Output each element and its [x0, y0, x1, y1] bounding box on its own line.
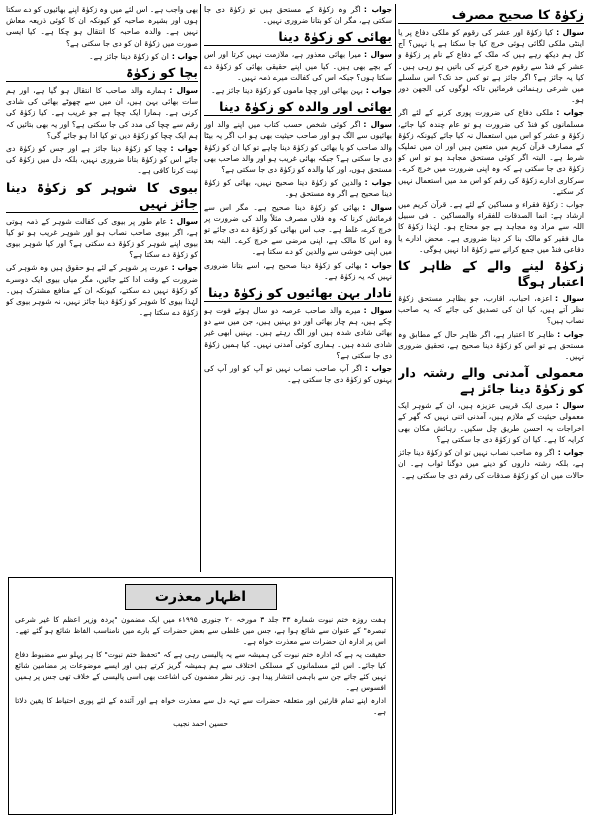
column-left — [6, 4, 198, 574]
answer-text: چچا کو زکوٰۃ دینا جائز ہے اور جس کو زکوٰۃ دی جائے اس کو زکوٰۃ بتانا ضروری نہیں، بلکہ دل میں زکوٰۃ کی نیت کرنا کافی ہے۔ — [6, 144, 198, 176]
apology-notice-box — [8, 577, 393, 815]
answer-0 — [6, 51, 198, 62]
question-label: سوال : — [364, 50, 392, 60]
answer-1 — [398, 107, 584, 197]
question-label: سوال : — [554, 294, 584, 304]
question-text: اعزہ، احباب، اقارب، جو بظاہر مستحق زکوٰۃ نظر آتے ہیں، کیا ان کی تصدیق کی جائے کہ یہ صاحب نصاب ہیں؟ — [398, 294, 584, 326]
answer-2 — [6, 262, 198, 318]
apology-paragraph: حقیقت یہ ہے کہ ادارہ ختم نبوت کی ہمیشہ سے یہ پالیسی رہی ہے کہ "تحفظ ختم نبوت" کا ہر پہلو سے مضبوط دفاع کیا جائے۔ اس لئے مسلمانوں کے مسلکی اختلاف سے ہم ہمیشہ گریز کرتے ہیں اور ایسے موضوعات پر مضامین شائع نہیں کئے جاتے جن سے باہمی انتشار پیدا ہو۔ زیر نظر مضمون کی اشاعت بھی اسی پالیسی کے خلاف تھی جس پر ہمیں افسوس ہے۔ — [15, 650, 386, 692]
column-divider — [200, 4, 201, 572]
question-3 — [398, 400, 584, 445]
apology-body — [15, 614, 386, 717]
answer-1 — [6, 143, 198, 177]
question-text: ہمارے والد صاحب کا انتقال ہو گیا ہے، اور ہم سات بھائی بہن ہیں، ان میں سے چھوٹے بھائی کی شادی کرنی ہے۔ ہمارا ایک چچا ہے جو غریب ہے۔ کیا زکوٰۃ کی رقم سے چچا کی مدد کی جا سکتی ہے؟ اور یہ بھی بتائیں کہ ہم ایک چچا کو زکوٰۃ دیں تو کیا ادا ہو جائے گی؟ — [6, 86, 198, 140]
heading-uncle-zakat: بچا کو زکوٰۃ — [6, 65, 198, 82]
answer-label: جواب : — [170, 144, 198, 154]
question-1 — [204, 49, 392, 83]
answer-text: بہن بھائی اور چچا ماموں کو زکوٰۃ دینا جائز ہے۔ — [211, 86, 363, 96]
apology-paragraph: ہفت روزہ ختم نبوت شمارہ ۳۳ جلد ۳ مورخہ ۲۰ جنوری ۱۹۹۵ء میں ایک مضمون "پردہ وزیر اعظم کا غیر شرعی تبصرہ" کے عنوان سے شائع ہوا ہے، جس میں غلطی سے بعض حضرات کے بارے میں نامناسب الفاظ شائع ہو گئے تھے۔ اس پر ادارہ ان حضرات سے معذرت خواہ ہے۔ — [15, 615, 386, 646]
answer-text: عورت پر شوہر کے لئے ہو حقوق ہیں وہ شوہر کی ضرورت کے وقت ادا کئے جائیں، مگر میاں بیوی ایک دوسرے کو زکوٰۃ نہیں دے سکتے، کیونکہ ان کے منافع مشترک ہیں۔ لہٰذا بیوی کا شوہر کو زکوٰۃ دینا جائز نہیں، نہ شوہر بیوی کو زکوٰۃ دے سکتا ہے۔ — [6, 263, 198, 318]
question-text: اگر کوئی شخص حسب کتاب میں اپنے والد اور بھائیوں سے الگ ہو اور صاحب حیثیت بھی ہو اب اگر یہ بیٹا والد صاحب کو یا بھائی کو زکوٰۃ دینا چاہے تو کیا ان کو زکوٰۃ دی جا سکتی ہے؟ جبکہ بھائی غریب ہو اور والد صاحب بھی مستحق ہوں، اور کیا والدہ کو زکوٰۃ دی جا سکتی ہے؟ — [204, 120, 392, 175]
answer-text: ان کو زکوٰۃ دینا جائز ہے۔ — [89, 51, 169, 61]
apology-paragraph: ادارہ اپنے تمام قارئین اور متعلقہ حضرات سے تہہ دل سے معذرت خواہ ہے اور آئندہ کے لئے پوری احتیاط کا یقین دلاتا ہے۔ — [15, 696, 386, 716]
answer-1-continued: جواب : زکوٰۃ فقراء و مساکین کے لئے ہے۔ قرآن کریم میں ارشاد ہے: انما الصدقات للفقراء والمساکین ۔ فی سبیل اللہ سے مراد وہ مجاہد ہے جو محتاج ہو۔ لہٰذا زکوٰۃ کا مال فقیر کو مالک بنا کر دینا ضروری ہے۔ محض ادارے یا دفاعی فنڈ میں جمع کرانے سے زکوٰۃ ادا نہیں ہوگی۔ — [398, 200, 584, 254]
answer-text: اگر آپ صاحب نصاب نہیں تو آپ کو اور آپ کی بہنوں کو زکوٰۃ دی جا سکتی ہے۔ — [204, 364, 392, 385]
apology-title: اظہار معذرت — [125, 584, 277, 610]
answer-label: جواب : — [171, 51, 198, 61]
answer-label: جواب : — [556, 108, 584, 118]
question-label: سوال : — [363, 306, 392, 316]
answer-1 — [204, 85, 392, 96]
heading-low-income-relative: معمولی آمدنی والے رشتہ دار کو زکوٰۃ دینا جائز ہے — [398, 365, 584, 397]
answer-3 — [398, 447, 584, 481]
question-2 — [204, 119, 392, 175]
column-divider — [395, 4, 396, 814]
column-right — [398, 4, 584, 664]
heading-brother-zakat: بھائی کو زکوٰۃ دینا — [204, 29, 392, 46]
heading-brother-mother-zakat: بھائی اور والدہ کو زکوٰۃ دینا — [204, 99, 392, 116]
answer-3 — [204, 260, 392, 282]
answer-text: بھائی کو زکوٰۃ دینا صحیح ہے، اسے بتانا ضروری نہیں کہ یہ زکوٰۃ ہے۔ — [204, 260, 392, 281]
question-3 — [204, 202, 392, 258]
answer-label: جواب : — [557, 329, 584, 339]
question-label: سوال : — [363, 120, 392, 130]
question-4 — [204, 305, 392, 361]
paragraph-continued: بھی واجب ہے۔ اس لئے میں وہ زکوٰۃ اپنے بھائیوں کو دے سکتا ہوں اور بشیرہ صاحبہ کو کیونکہ ان کا کوئی ذریعہ معاش نہیں ہے۔ والدہ صاحبہ کا انتقال ہو چکا ہے۔ کیا ایسی صورت میں زکوٰۃ ان کو دی جا سکتی ہے؟ — [6, 5, 198, 48]
answer-label: جواب : — [363, 5, 392, 14]
answer-2 — [204, 177, 392, 199]
signature: حسین احمد نجیب — [173, 719, 228, 728]
question-2 — [6, 216, 198, 261]
answer-label: جواب : — [364, 364, 392, 374]
heading-needy-siblings: نادار بہن بھائیوں کو زکوٰۃ دینا — [204, 285, 392, 302]
question-2 — [398, 293, 584, 327]
question-1 — [398, 27, 584, 105]
answer-text: ظاہر کا اعتبار ہے، اگر ظاہر حال کے مطابق وہ مستحق ہے تو اس کو زکوٰۃ دینا صحیح ہے، تحقیق ضروری نہیں۔ — [398, 329, 584, 362]
heading-recipient-appearance: زکوٰۃ لینے والے کے ظاہر کا اعتبار ہوگا — [398, 258, 584, 290]
question-text: عام طور پر بیوی کی کفالت شوہر کے ذمہ ہوتی ہے، اگر بیوی صاحب نصاب ہو اور شوہر غریب ہو تو کیا بیوی اپنے شوہر کو زکوٰۃ دے سکتی ہے؟ اور کیا شوہر بیوی کو زکوٰۃ دے سکتا ہے؟ — [6, 216, 198, 260]
answer-label: جواب : — [364, 260, 392, 270]
question-1 — [6, 85, 198, 141]
question-label: سوال : — [169, 216, 198, 226]
question-label: سوال : — [362, 202, 392, 212]
answer-text: ملکی دفاع کی ضرورت پوری کرنے کے لئے اگر مسلمانوں کو فنڈ کی ضرورت ہو تو عام چندہ کیا جائے، زکوٰۃ و عشر کو اس میں استعمال نہ کیا جائے کیونکہ زکوٰۃ کے مصارف قرآن کریم میں متعین ہیں اور ان میں تملیک شرط ہے۔ البتہ اگر کوئی مستحق مجاہد ہو تو اس کو زکوٰۃ دی جا سکتی ہے کہ وہ اپنی ضرورت میں خرچ کرے۔ سرکاری ادارے زکوٰۃ کی رقم کو اس مد میں استعمال نہیں کر سکتے۔ — [398, 108, 584, 196]
question-label: سوال : — [555, 401, 584, 411]
answer-4 — [204, 363, 392, 385]
column-middle — [204, 4, 392, 574]
heading-zakat-correct-use: زکوٰۃ کا صحیح مصرف — [398, 7, 584, 24]
answer-label: جواب : — [171, 263, 198, 273]
question-text: میرے والد صاحب عرصہ دو سال ہوئے فوت ہو چکے ہیں، ہم چار بھائی اور دو بہنیں ہیں، جن میں سے دو بھائی شادی شدہ ہیں اور الگ رہتے ہیں۔ بہنیں ابھی غیر شادی شدہ ہیں۔ ہماری کوئی آمدنی نہیں۔ کیا ہمیں زکوٰۃ دی جا سکتی ہے؟ — [204, 306, 392, 360]
heading-wife-husband-zakat: بیوی کا شوہر کو زکوٰۃ دینا جائز نہیں — [6, 179, 198, 211]
question-text: بھائی کو زکوٰۃ دینا صحیح ہے۔ مگر اس سے فرمائش کرنا کہ وہ فلاں مصرف مثلاً والد کی ضرورت پر خرچ کرے، غلط ہے۔ جب اس بھائی کو زکوٰۃ دے دی جائے تو وہ اس کا مالک ہے، اپنی مرضی سے خرچ کرے۔ البتہ بعد میں اپنی خوشی سے والدین کو دے سکتا ہے۔ — [204, 202, 392, 257]
answer-0 — [204, 4, 392, 26]
answer-text: اگر وہ صاحب نصاب نہیں تو ان کو زکوٰۃ دینا جائز ہے، بلکہ رشتہ داروں کو دینے میں دوگنا ثواب ہے۔ ان حالات میں ان کو زکوٰۃ صدقات کی رقم دی جا سکتی ہے۔ — [398, 448, 584, 480]
answer-2 — [398, 329, 584, 363]
question-label: سوال : — [556, 28, 584, 37]
question-text: میرا بھائی معذور ہے، ملازمت نہیں کرتا اور اس کے بچے بھی ہیں۔ کیا میں اپنے حقیقی بھائی کو زکوٰۃ دے سکتا ہوں؟ جبکہ اس کی کفالت میرے ذمہ نہیں۔ — [204, 50, 392, 82]
answer-label: جواب : — [365, 86, 392, 96]
question-text: میری ایک قریبی عزیزہ ہیں، ان کے شوہر ایک معمولی حیثیت کے ملازم ہیں، آمدنی اتنی نہیں کہ گھر کے اخراجات بہ احسن طریق چل سکیں۔ رہائش مکان بھی کرایہ کا ہے۔ کیا ان کو زکوٰۃ دی جا سکتی ہے؟ — [398, 401, 584, 444]
question-label: سوال : — [169, 86, 198, 96]
question-text: کیا زکوٰۃ اور عشر کی رقوم کو ملکی دفاع پر یا اینٹی ملکی لگائی ہوئی خرچ کیا جا سکتا ہے یا نہیں؟ آج کل ہم دیکھ رہے ہیں کہ ملک کے دفاع کے نام پر زکوٰۃ و عشر کے فنڈ سے رقوم خرچ کرنے کی باتیں ہو رہی ہیں۔ کیا یہ جائز ہے؟ اگر جائز ہے تو کس حد تک؟ اس سلسلے میں شرعی رہنمائی فرمائیں تاکہ لوگوں کی الجھن دور ہو۔ — [398, 28, 584, 105]
answer-label: جواب : — [557, 448, 584, 458]
answer-label: جواب : — [364, 178, 392, 188]
answer-text: اگر وہ زکوٰۃ کے مستحق ہیں تو زکوٰۃ دی جا سکتی ہے، مگر ان کو بتانا ضروری نہیں۔ — [204, 5, 392, 26]
answer-text: والدین کو زکوٰۃ دینا صحیح نہیں، بھائی کو زکوٰۃ دینا صحیح ہے اگر وہ مستحق ہو۔ — [204, 178, 392, 199]
